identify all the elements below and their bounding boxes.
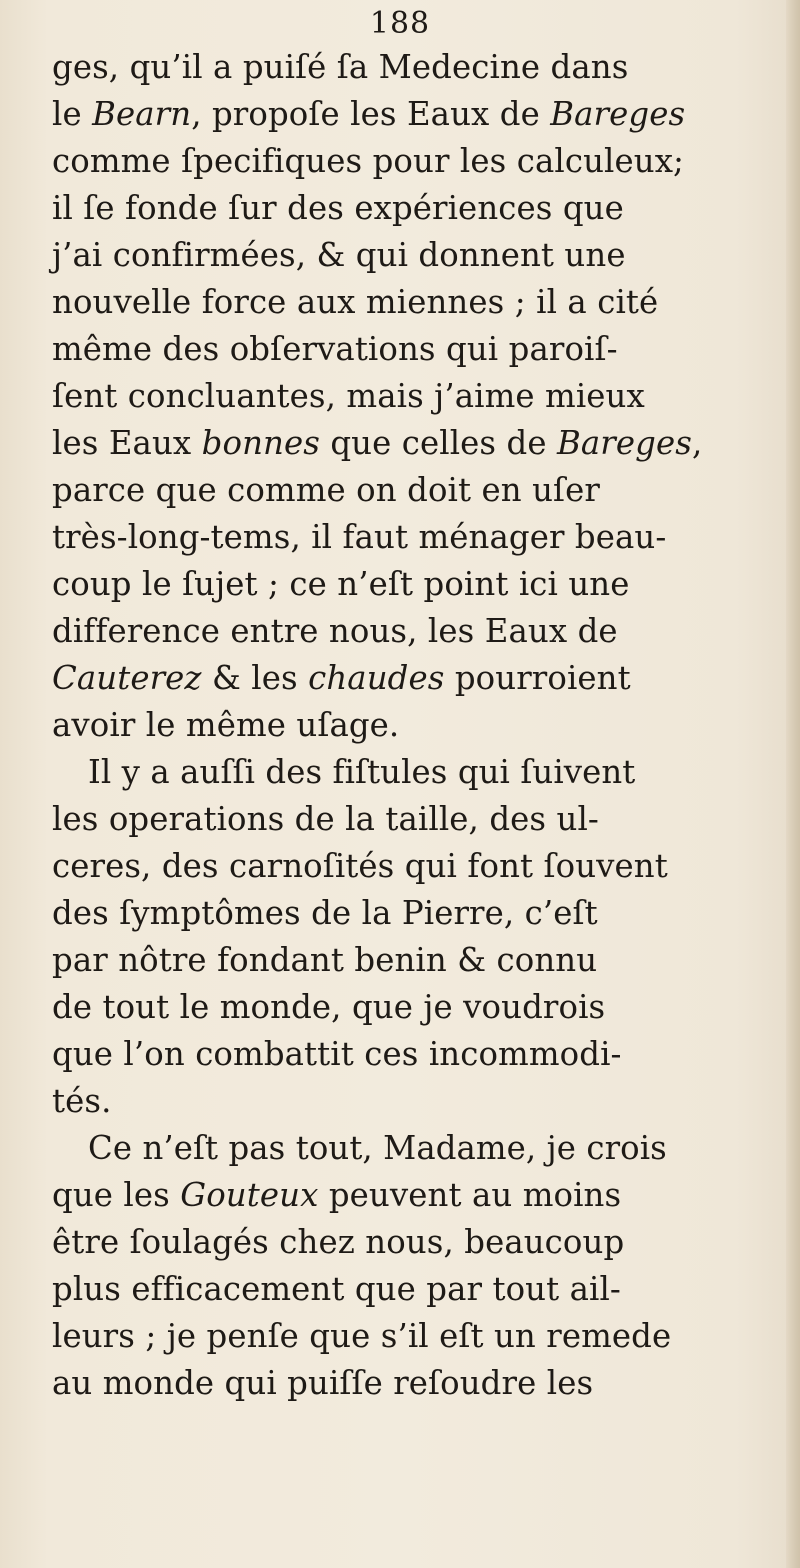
text-segment: être ſoulagés chez nous, beaucoup — [52, 1223, 625, 1261]
text-line — [52, 1360, 794, 1407]
text-line — [52, 608, 794, 655]
text-line — [52, 1219, 794, 1266]
text-segment: tés. — [52, 1082, 112, 1120]
text-line — [52, 514, 794, 561]
text-line — [52, 1313, 794, 1360]
text-line — [52, 890, 794, 937]
text-segment: coup le ſujet ; ce n’eſt point ici une — [52, 565, 630, 603]
text-segment: le — [52, 95, 93, 133]
text-segment: au monde qui puiſſe reſoudre les — [52, 1364, 594, 1402]
text-segment: leurs ; je penſe que s’il eſt un remede — [52, 1317, 672, 1355]
italic-text-segment: Bearn — [92, 95, 192, 133]
text-segment: parce que comme on doit en uſer — [52, 471, 600, 509]
text-line — [52, 185, 794, 232]
text-line — [52, 420, 794, 467]
italic-text-segment: Bareges — [550, 95, 686, 133]
text-segment: par nôtre fondant benin & connu — [52, 941, 598, 979]
text-segment: de tout le monde, que je voudrois — [52, 988, 606, 1026]
text-line — [52, 843, 794, 890]
text-segment: les operations de la taille, des ul- — [52, 800, 599, 838]
text-segment: plus efficacement que par tout ail- — [52, 1270, 621, 1308]
text-segment: ſent concluantes, mais j’aime mieux — [52, 377, 645, 415]
text-line — [52, 702, 794, 749]
text-line — [52, 1078, 794, 1125]
italic-text-segment: Bareges — [557, 424, 692, 462]
text-line — [52, 984, 794, 1031]
text-line — [52, 44, 794, 91]
text-segment: ges, qu’il a puiſé ſa Medecine dans — [52, 48, 629, 86]
text-segment: ceres, des carnoſités qui font ſouvent — [52, 847, 668, 885]
text-segment: , propoſe les Eaux de — [191, 95, 551, 133]
text-segment: nouvelle force aux miennes ; il a cité — [52, 283, 659, 321]
text-line — [52, 467, 794, 514]
text-line — [52, 373, 794, 420]
text-segment: difference entre nous, les Eaux de — [52, 612, 618, 650]
page-number: 188 — [369, 6, 431, 41]
text-line — [52, 1031, 794, 1078]
text-segment: que celles de — [319, 424, 558, 462]
text-segment: même des obſervations qui paroiſ- — [52, 330, 618, 368]
text-segment: avoir le même uſage. — [52, 706, 400, 744]
text-segment: des ſymptômes de la Pierre, c’eſt — [52, 894, 598, 932]
italic-text-segment: chaudes — [308, 659, 445, 697]
body-text — [52, 44, 794, 1407]
text-line — [52, 1172, 794, 1219]
text-line — [52, 326, 794, 373]
text-segment: les Eaux — [52, 424, 202, 462]
text-segment: & les — [201, 659, 309, 697]
text-line — [52, 91, 794, 138]
italic-text-segment: Gouteux — [180, 1176, 319, 1214]
text-segment: pourroient — [444, 659, 631, 697]
text-segment: peuvent au moins — [318, 1176, 622, 1214]
text-segment: Il y a auſſi des fiſtules qui ſuivent — [88, 753, 636, 791]
text-line — [52, 937, 794, 984]
text-line — [52, 749, 794, 796]
text-segment: très-long-tems, il faut ménager beau- — [52, 518, 667, 556]
text-line — [52, 561, 794, 608]
text-line — [52, 796, 794, 843]
text-segment: j’ai confirmées, & qui donnent une — [52, 236, 626, 274]
text-segment: , — [691, 424, 703, 462]
italic-text-segment: Cauterez — [52, 659, 202, 697]
text-line — [52, 655, 794, 702]
text-segment: que l’on combattit ces incommodi- — [52, 1035, 622, 1073]
text-segment: comme ſpecifiques pour les calculeux; — [52, 142, 685, 180]
text-line — [52, 279, 794, 326]
text-segment: il ſe fonde ſur des expériences que — [52, 189, 624, 227]
text-line — [52, 1125, 794, 1172]
text-segment: Ce n’eſt pas tout, Madame, je crois — [88, 1129, 667, 1167]
text-segment: que les — [52, 1176, 181, 1214]
text-line — [52, 138, 794, 185]
text-line — [52, 1266, 794, 1313]
text-line — [52, 232, 794, 279]
italic-text-segment: bonnes — [201, 424, 320, 462]
